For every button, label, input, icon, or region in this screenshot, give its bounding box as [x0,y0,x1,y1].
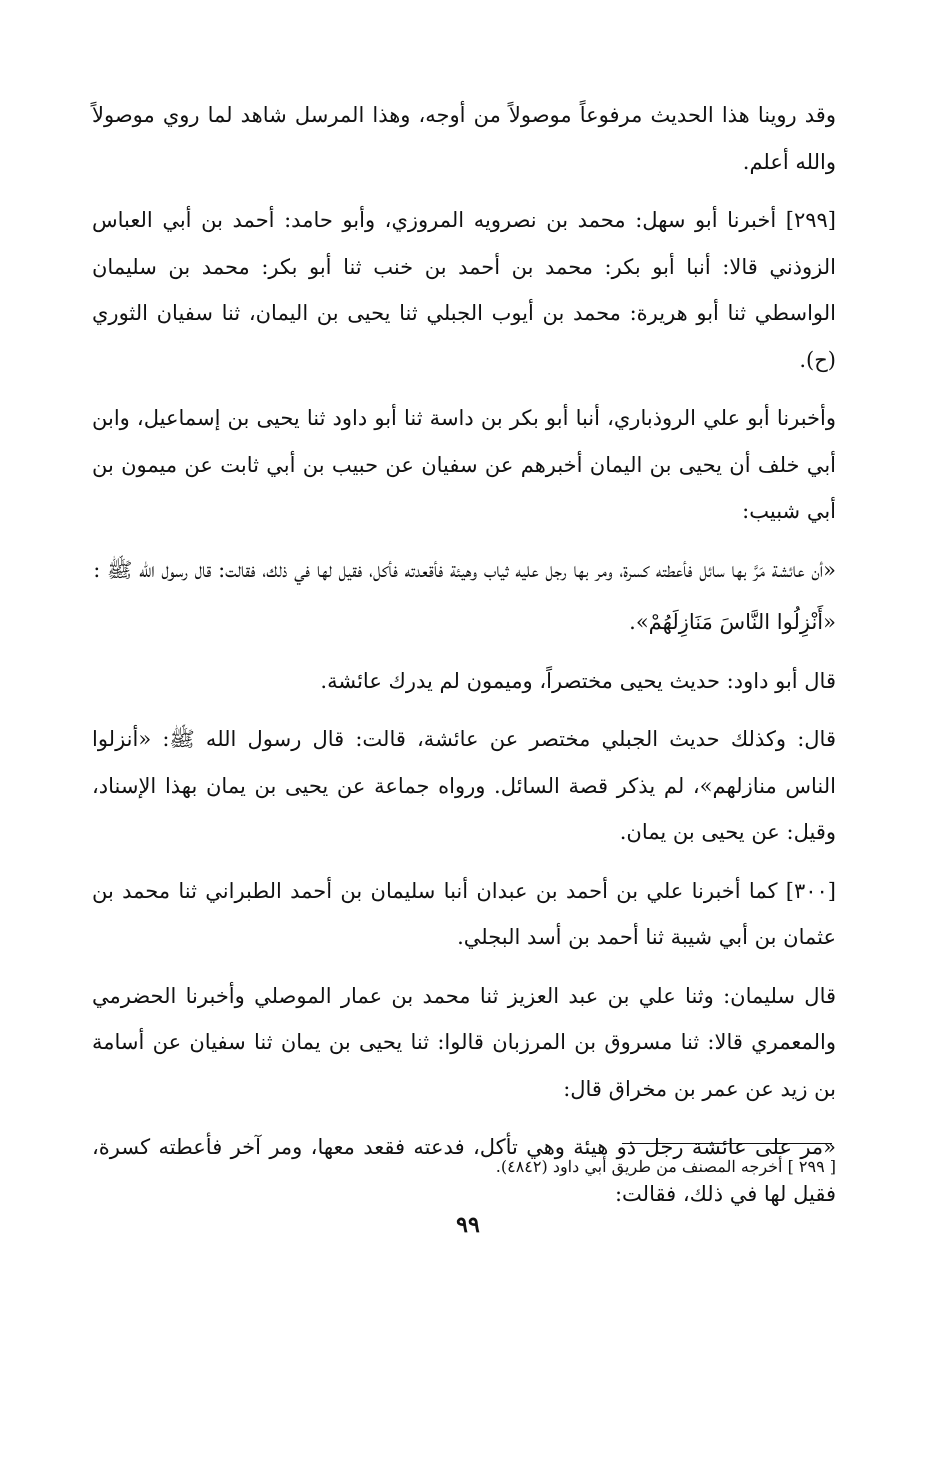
paragraph-hadith-300: [٣٠٠] كما أخبرنا علي بن أحمد بن عبدان أنبا سليمان بن أحمد الطبراني ثنا محمد بن عثمان بن أبي شيبة ثنا أحمد بن أسد البجلي. [92,878,836,949]
paragraph-abu-dawud-note: قال أبو داود: حديث يحيى مختصراً، وميمون لم يدرك عائشة. [320,668,836,693]
paragraph-prophetic-saying: «أَنْزِلُوا النَّاسَ مَنَازِلَهُمْ». [629,610,836,634]
main-text [92,92,836,1229]
paragraph-isnad-rudhbari: وأخبرنا أبو علي الروذباري، أنبا أبو بكر بن داسة ثنا أبو داود ثنا يحيى بن إسماعيل، وابن أبي خلف أن يحيى بن اليمان أخبرهم عن سفيان عن حبيب بن أبي ثابت عن ميمون بن أبي شبيب: [92,406,836,523]
footnote: [ ٢٩٩ ] أخرجه المصنف من طريق أبي داود (٤٨٤٢). [495,1157,836,1176]
paragraph-intro: وقد روينا هذا الحديث مرفوعاً موصولاً من أوجه، وهذا المرسل شاهد لما روي موصولاً والله أعلم. [92,103,836,174]
paragraph-aisha-story: «مر على عائشة رجل ذو هيئة وهي تأكل، فدعته فقعد معها، ومر آخر فأعطته كسرة، فقيل لها في ذلك، فقالت: [92,1135,836,1206]
footnote-divider [622,1143,832,1144]
paragraph-hadith-299: [٢٩٩] أخبرنا أبو سهل: محمد بن نصرويه المروزي، وأبو حامد: أحمد بن أبي العباس الزوذني قالا: أنبا أبو بكر: محمد بن أحمد بن خنب ثنا أبو بكر: محمد بن سليمان الواسطي ثنا أبو هريرة: محمد بن أيوب الجبلي ثنا يحيى بن اليمان، ثنا سفيان الثوري (ح). [92,208,836,372]
paragraph-jabali-note: قال: وكذلك حديث الجبلي مختصر عن عائشة، قالت: قال رسول الله ﷺ: «أنزلوا الناس منازلهم»، لم يذكر قصة السائل. ورواه جماعة عن يحيى بن يمان بهذا الإسناد، وقيل: عن يحيى بن يمان. [92,727,836,844]
page-number: ٩٩ [456,1212,480,1238]
paragraph-aisha-quote: «أن عائشة مَرَّ بها سائل فأعطته كسرة، ومر بها رجل عليه ثياب وهيئة فأقعدته فأكل، فقيل لها في ذلك، فقالت: قال رسول الله ﷺ : [93,557,836,582]
paragraph-sulayman-isnad: قال سليمان: وثنا علي بن عبد العزيز ثنا محمد بن عمار الموصلي وأخبرنا الحضرمي والمعمري قالا: ثنا مسروق بن المرزبان قالوا: ثنا يحيى بن يمان ثنا سفيان عن أسامة بن زيد عن عمر بن مخراق قال: [92,983,836,1101]
